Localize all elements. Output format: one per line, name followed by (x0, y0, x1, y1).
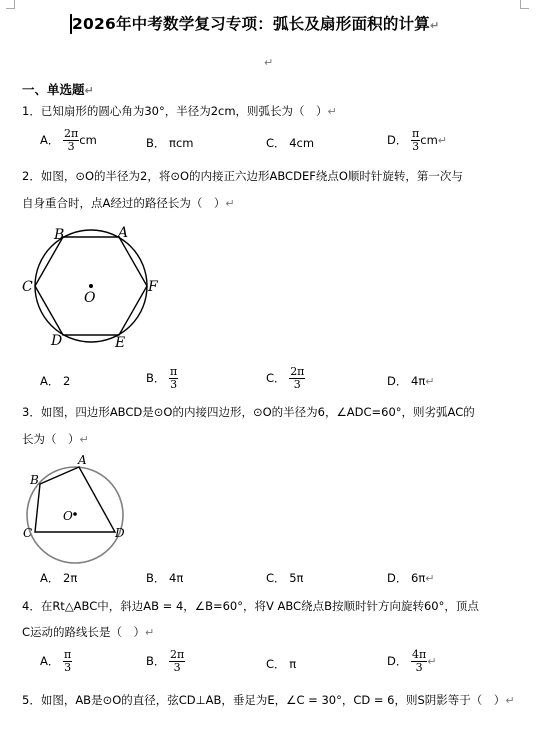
paragraph-mark: ↵ (79, 433, 89, 446)
q1-option-a[interactable] (40, 128, 97, 153)
section-heading-text: 一、单选题 (22, 82, 85, 97)
page-corner-mark-left (6, 0, 15, 9)
q4-text-line1: 4．在Rt△ABC中，斜边AB = 4，∠B=60°，将V ABC绕点B按顺时针方向旋转60°，顶点 (22, 599, 479, 613)
option-label: C． (266, 136, 286, 150)
q3-stem-line1[interactable] (22, 404, 475, 420)
q2-hexagon-figure (20, 220, 180, 354)
label-a: A (78, 453, 87, 467)
q3-option-b[interactable] (146, 570, 183, 586)
fraction-numerator: π (412, 127, 420, 140)
label-b: B (54, 227, 65, 243)
center-point (89, 284, 93, 288)
fraction-denominator: 3 (293, 378, 301, 391)
fraction-denominator: 3 (415, 661, 423, 674)
option-label: C． (266, 371, 286, 385)
fraction-numerator: π (170, 365, 178, 378)
option-value: 4π (411, 374, 426, 388)
paragraph-mark: ↵ (429, 19, 440, 32)
option-label: D． (387, 133, 408, 147)
q3-option-d[interactable] (387, 570, 434, 586)
fraction-numerator: 2π (290, 365, 305, 378)
option-value: πcm (169, 136, 194, 150)
option-value: 5π (289, 571, 304, 585)
fraction (63, 128, 79, 153)
q3-option-c[interactable] (266, 570, 303, 586)
q1-text: 1．已知扇形的圆心角为30°，半径为2cm，则弧长为（ ） (22, 104, 328, 118)
q4-text-line2: C运动的路线长是（ ） (22, 625, 146, 639)
document-title[interactable] (72, 12, 439, 34)
option-value: 4cm (289, 136, 315, 150)
fraction-numerator: π (64, 648, 72, 661)
q4-stem-line2[interactable] (22, 624, 154, 640)
q1-stem[interactable] (22, 103, 337, 119)
fraction-denominator: 3 (173, 661, 181, 674)
q4-stem-line1[interactable] (22, 598, 479, 614)
center-point (73, 512, 77, 516)
q4-option-a[interactable] (40, 649, 72, 674)
title-text: 2026年中考数学复习专项：弧长及扇形面积的计算 (72, 15, 430, 33)
unit: cm (420, 133, 438, 147)
q3-stem-line2[interactable] (22, 431, 89, 447)
label-o: O (84, 290, 96, 306)
option-label: B． (146, 371, 166, 385)
option-label: C． (266, 571, 286, 585)
q2-stem-line1[interactable] (22, 168, 463, 184)
fraction-denominator: 3 (170, 378, 178, 391)
empty-paragraph-mark: ↵ (264, 56, 274, 69)
q4-option-b[interactable] (146, 649, 185, 674)
option-value: 6π (411, 571, 426, 585)
fraction-numerator: 2π (64, 127, 79, 140)
paragraph-mark: ↵ (84, 84, 94, 97)
option-label: B． (146, 136, 166, 150)
option-label: D． (387, 654, 408, 668)
q2-option-a[interactable] (40, 373, 70, 389)
q1-option-b[interactable] (146, 135, 194, 151)
unit: cm (79, 133, 97, 147)
q2-text-line2: 自身重合时，点A经过的路径长为（ ） (22, 196, 226, 210)
label-a: A (118, 225, 129, 241)
paragraph-mark: ↵ (425, 572, 435, 585)
q1-option-c[interactable] (266, 135, 314, 151)
label-f: F (148, 279, 158, 295)
paragraph-mark: ↵ (425, 375, 435, 388)
label-c: C (23, 526, 33, 540)
paragraph-mark: ↵ (145, 626, 155, 639)
option-value: π (289, 657, 297, 671)
paragraph-mark: ↵ (505, 694, 515, 707)
fraction (411, 128, 420, 153)
label-o: O (63, 509, 73, 523)
label-e: E (115, 335, 126, 351)
paragraph-mark: ↵ (437, 134, 447, 147)
fraction (411, 649, 427, 674)
section-heading (22, 80, 94, 98)
q3-text-line1: 3．如图，四边形ABCD是⊙O的内接四边形，⊙O的半径为6，∠ADC=60°，则劣弧AC的 (22, 405, 475, 419)
option-label: D． (387, 571, 408, 585)
option-label: A． (40, 571, 60, 585)
label-b: B (30, 473, 39, 487)
q5-stem-line1[interactable] (22, 692, 515, 708)
q3-option-a[interactable] (40, 570, 77, 586)
q2-text-line1: 2．如图，⊙O的半径为2，将⊙O的内接正六边形ABCDEF绕点O顺时针旋转，第一次与 (22, 169, 463, 183)
fraction-denominator: 3 (64, 661, 72, 674)
option-label: B． (146, 654, 166, 668)
option-label: B． (146, 571, 166, 585)
fraction-denominator: 3 (412, 140, 420, 153)
fraction (169, 649, 185, 674)
option-value: 2π (63, 571, 78, 585)
fraction-numerator: 2π (170, 648, 185, 661)
q3-text-line2: 长为（ ） (22, 432, 80, 446)
q4-option-d[interactable] (387, 649, 436, 674)
q5-text-line1: 5．如图，AB是⊙O的直径，弦CD⊥AB，垂足为E，∠C = 30°，CD = 6，则S阴影等于（ ） (22, 693, 506, 707)
q2-option-c[interactable] (266, 366, 305, 391)
label-c: C (22, 279, 33, 295)
q1-option-d[interactable] (387, 128, 447, 153)
paragraph-mark: ↵ (327, 105, 337, 118)
q2-stem-line2[interactable] (22, 195, 235, 211)
paragraph-mark: ↵ (225, 197, 235, 210)
paragraph-mark: ↵ (427, 655, 437, 668)
q3-quadrilateral-figure (20, 453, 140, 565)
option-value: 2 (63, 374, 71, 388)
option-value: 4π (169, 571, 184, 585)
option-label: D． (387, 374, 408, 388)
fraction (63, 649, 72, 674)
page-corner-mark-right (520, 0, 529, 9)
fraction-numerator: 4π (412, 648, 427, 661)
label-d: D (51, 333, 63, 349)
fraction (169, 366, 178, 391)
option-label: A． (40, 133, 60, 147)
option-label: A． (40, 654, 60, 668)
q2-option-b[interactable] (146, 366, 178, 391)
q4-option-c[interactable] (266, 656, 296, 672)
label-d: D (115, 526, 125, 540)
q2-option-d[interactable] (387, 373, 434, 389)
fraction (289, 366, 305, 391)
fraction-denominator: 3 (67, 140, 75, 153)
option-label: C． (266, 657, 286, 671)
option-label: A． (40, 374, 60, 388)
